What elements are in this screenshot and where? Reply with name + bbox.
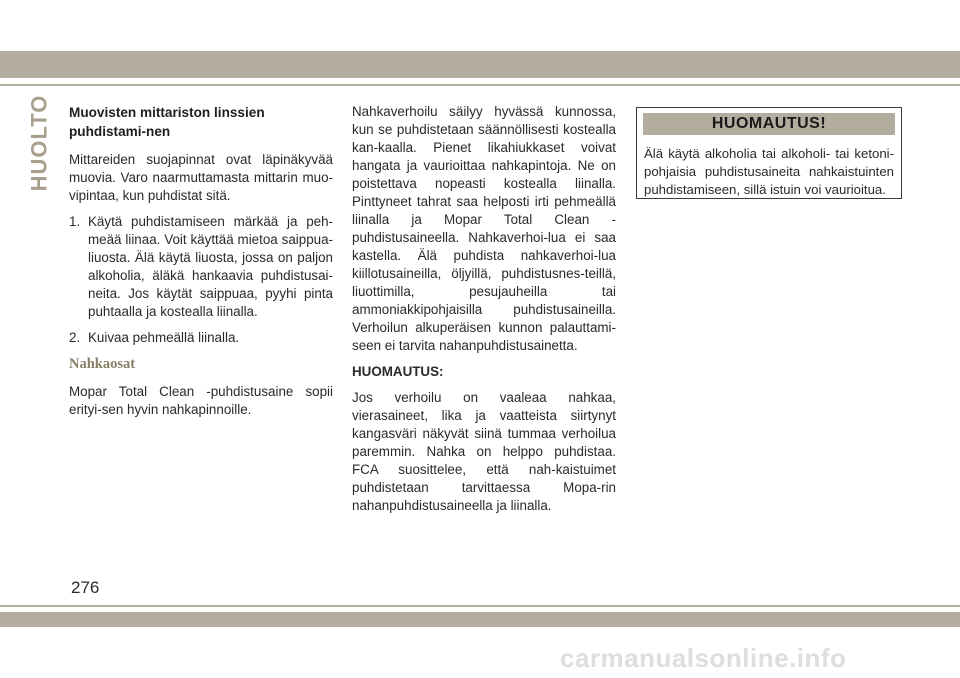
header-band (0, 51, 960, 78)
page-number: 276 (71, 578, 100, 597)
warning-box (636, 107, 902, 199)
column-middle (352, 103, 616, 523)
note-heading: HUOMAUTUS: (352, 364, 444, 379)
header-rule (0, 84, 960, 86)
watermark-logo: carmanualsonline.info (560, 643, 847, 673)
list-item (69, 213, 333, 321)
footer-rule (0, 605, 960, 607)
chapter-label-text: HUOLTO (26, 94, 52, 192)
note-paragraph: Jos verhoilu on vaaleaa nahkaa, vierasaineet, lika ja vaatteista siirtynyt kangasväri näkyvät siinä tummaa verhoilua paremmin. Nahka on helppo puhdistaa. FCA suosittelee, että nah-kaistuimet puhdistetaan tarvittaessa Mopa-rin nahanpuhdistusaineella ja liinalla. (352, 390, 616, 513)
leather-care-paragraph: Nahkaverhoilu säilyy hyvässä kunnossa, kun se puhdistetaan säännöllisesti kostealla kan-kaalla. Pienet likahiukkaset voivat hangata ja vaurioittaa nahkapintoja. Ne on poistettava nopeasti kostealla liinalla. Pinttyneet tahrat saa helposti irti pehmeällä liinalla ja Mopar Total Clean -puhdistusaineella. Nahkaverhoi-lua ei saa kastella. Älä puhdista nahkaverhoi-lua kiillotusaineilla, öljyillä, puhdistusnes-teillä, liuottimilla, pesujauheilla tai ammoniakkipohjaisilla puhdistusaineilla. Verhoilun alkuperäisen kunnon palauttami-seen ei tarvita nahanpuhdistusainetta. (352, 104, 616, 353)
step-number: 1. (69, 214, 81, 229)
section-heading: Nahkaosat (69, 356, 136, 372)
subsection-heading: Muovisten mittariston linssien puhdistami-nen (69, 105, 265, 139)
steps-list (69, 213, 333, 347)
column-left (69, 103, 333, 427)
step-text: Kuivaa pehmeällä liinalla. (88, 330, 240, 345)
section-paragraph: Mopar Total Clean -puhdistusaine sopii erityi-sen hyvin nahkapinnoille. (69, 384, 333, 417)
warning-text: Älä käytä alkoholia tai alkoholi- tai ketoni-pohjaisia puhdistusaineita nahkaistuinten puhdistamiseen, sillä istuin voi vaurioitua. (644, 146, 894, 197)
step-text: Käytä puhdistamiseen märkää ja peh-meää liinaa. Voit käyttää mietoa saippua-liuosta. Älä käytä liuosta, jossa on paljon alkoholia, äläkä hankaavia puhdistusai-neita. Jos käytät saippuaa, pyyhi pinta puhtaalla ja kostealla liinalla. (88, 214, 333, 319)
list-item (69, 329, 333, 347)
chapter-side-label (26, 94, 52, 192)
step-number: 2. (69, 330, 81, 345)
footer-band (0, 612, 960, 627)
warning-title: HUOMAUTUS! (643, 113, 895, 135)
intro-paragraph: Mittareiden suojapinnat ovat läpinäkyvää muovia. Varo naarmuttamasta mittarin muo-vipintaa, kun puhdistat sitä. (69, 152, 333, 203)
